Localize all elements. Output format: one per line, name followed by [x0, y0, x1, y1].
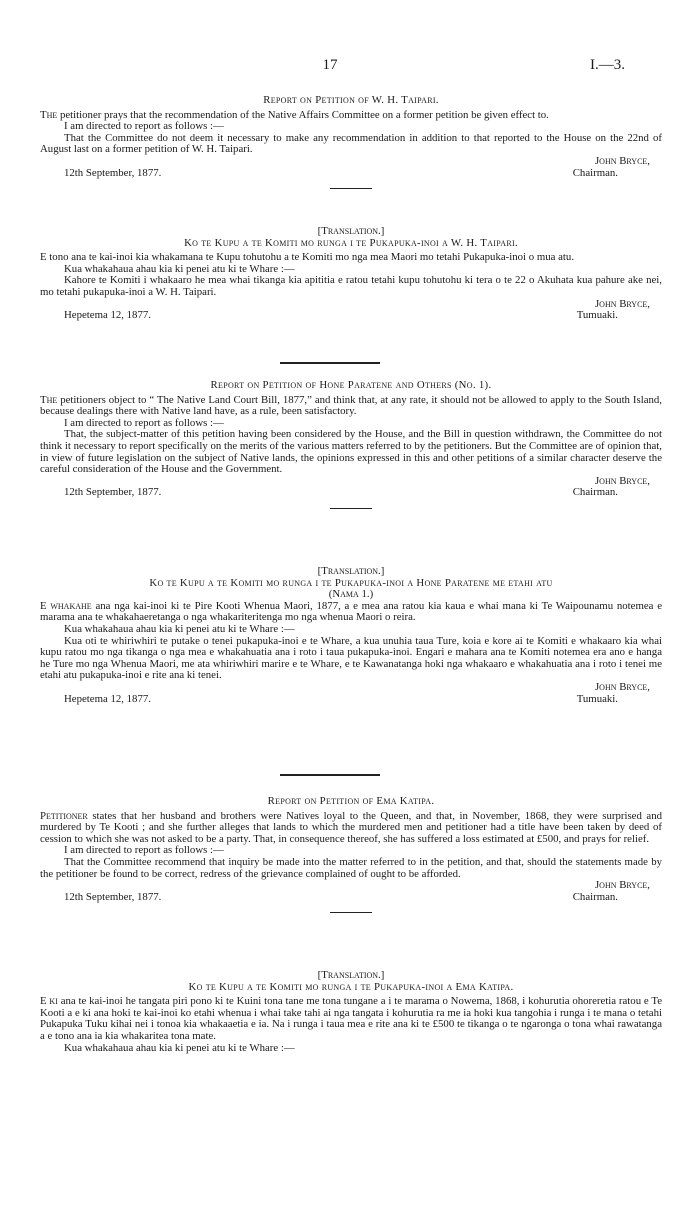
short-divider	[330, 912, 372, 913]
report-body: Kahore te Komiti i whakaaro he mea whai tikanga kia apititia e ratou tetahi kupu tohutohu ki tera o te 22 o Akuhata kua pahure ake nei, mo tetahi pukapuka-inoi a W. H. Taipari.	[40, 274, 662, 298]
short-divider	[330, 508, 372, 509]
dateline	[40, 487, 662, 499]
report-date: Hepetema 12, 1877.	[64, 692, 151, 705]
petition-prayer: E tono ana te kai-inoi kia whakamana te Kupu tohutohu a te Komiti mo nga mea Maori mo tetahi Pukapuka-inoi o mua atu.	[40, 251, 575, 264]
prayer-text: petitioner prays that the recommendation of the Native Affairs Committee on a former petition be given effect to.	[59, 108, 549, 121]
dateline	[40, 694, 662, 706]
section-title: Report on Petition of W. H. Taipari.	[263, 94, 439, 106]
section-title: Report on Petition of Hone Paratene and Others (No. 1).	[210, 379, 492, 391]
dateline	[40, 168, 662, 180]
section-title: Ko te Kupu a te Komiti mo runga i te Pukapuka-inoi a Hone Paratene me etahi atu	[149, 576, 553, 589]
signer-name: John Bryce,	[594, 474, 650, 487]
petition-prayer	[40, 811, 662, 846]
document-reference: I.—3.	[590, 57, 625, 73]
dateline	[40, 892, 662, 904]
directed-line: Kua whakahaua ahau kia ki penei atu ki te Whare :—	[64, 1041, 295, 1054]
report-katipa-english	[40, 796, 662, 919]
report-date: 12th September, 1877.	[64, 486, 162, 499]
page-number: 17	[322, 57, 338, 73]
section-title: Ko te Kupu a te Komiti mo runga i te Pukapuka-inoi a W. H. Taipari.	[184, 236, 518, 249]
signer-role: Chairman.	[572, 486, 618, 499]
report-body: Kua oti te whiriwhiri te putake o tenei pukapuka-inoi e te Whare, a kua unuhia taua Ture, koia e kore ai te Komiti e whakaaro kia whai kupu ratou mo nga tikanga o nga mea e whakahuatia ana i roto i taua pukapuka-inoi. Engari e mahara ana te Komiti notemea era ano e hanga he Ture mo nga Whenua Maori, me ata whiriwhiri marire e te Whare, e te Kawanatanga hoki nga whakaaro e whakahuatia ana i roto i tenei me etahi atu pukapuka-inoi e rite ana ki tenei.	[40, 634, 662, 682]
lead-word: The	[40, 108, 58, 121]
signer-name: John Bryce,	[594, 154, 650, 167]
translation-label: [Translation.]	[317, 225, 385, 237]
short-divider	[330, 188, 372, 189]
section-title: Ko te Kupu a te Komiti mo runga i te Pukapuka-inoi a Ema Katipa.	[188, 980, 514, 993]
translation-label: [Translation.]	[317, 565, 385, 577]
report-katipa-maori	[40, 970, 662, 1054]
prayer-text: states that her husband and brothers were Natives loyal to the Queen, and that, in November, 1868, they were surprised and murdered by Te Kooti ; and she further alleges that lands to which the murdered men and petitioner had a title have been taken by deed of cession to which she was not asked to be a party. That, in consequence thereof, she has suffered a loss estimated at £500, and prays for relief.	[40, 809, 662, 845]
report-paratene-maori	[40, 566, 662, 705]
report-date: 12th September, 1877.	[64, 890, 162, 903]
signature	[40, 156, 662, 168]
prayer-text: ana te kai-inoi he tangata piri pono ki te Kuini tona tane me tona tungane a i te marama o Nowema, 1868, i kohurutia ohoreretia ratou e Te Kooti a e ki ana hoki te kai-inoi ko etahi whenua i whai take tahi ai nga tangata i kohurutia ra me ia hoki kua tangohia i runga i te mana o tetahi Pukapuka Tuku kihai nei i tonoa kia whakaaetia e ia. Na i runga i taua mea e rite ana ki te £500 te tikanga o te ngaronga o tona whai rawatanga a e tono ana ia kia whakaritea tona mate.	[40, 995, 662, 1042]
section-divider	[280, 774, 380, 776]
signer-role: Chairman.	[572, 890, 618, 903]
lead-word: E ki	[40, 995, 58, 1008]
signer-name: John Bryce,	[594, 680, 650, 693]
section-subtitle: (Nama 1.)	[328, 588, 374, 601]
report-taipari-english	[40, 95, 662, 195]
report-body: That, the subject-matter of this petition having been considered by the House, and the Bill in question withdrawn, the Committee do not think it necessary to report specifically on the merits of the various matters referred to by the petitioners. But the Committee are of opinion that, in view of future legislation on the subject of Native lands, the opinions expressed in this and other petitions of a similar character deserve the careful consideration of the House and the Government.	[40, 428, 662, 476]
directed-line: I am directed to report as follows :—	[64, 416, 224, 429]
petition-prayer	[40, 395, 662, 418]
signer-role: Tumuaki.	[576, 692, 618, 705]
prayer-text: petitioners object to “ The Native Land Court Bill, 1877,” and think that, at any rate, it should not be allowed to apply to the South Island, because dealings there with Native land have, as a rule, been satisfactory.	[40, 393, 662, 418]
lead-word: E whakahe	[40, 599, 92, 612]
directed-line: Kua whakahaua ahau kia ki penei atu ki te Whare :—	[64, 622, 295, 635]
signer-name: John Bryce,	[594, 297, 650, 310]
report-date: Hepetema 12, 1877.	[64, 309, 151, 322]
report-paratene-english	[40, 380, 662, 515]
report-taipari-maori	[40, 226, 662, 322]
report-date: 12th September, 1877.	[64, 166, 162, 179]
lead-word: The	[40, 393, 58, 406]
section-title: Report on Petition of Ema Katipa.	[267, 795, 435, 807]
report-body: That the Committee do not deem it necessary to make any recommendation in addition to that reported to the House on the 22nd of August last on a former petition of W. H. Taipari.	[40, 131, 662, 156]
section-divider	[280, 362, 380, 364]
signature	[40, 682, 662, 694]
directed-line: I am directed to report as follows :—	[64, 844, 224, 857]
petition-prayer	[40, 996, 662, 1042]
petition-prayer	[40, 601, 662, 624]
dateline	[40, 310, 662, 322]
directed-line: Kua whakahaua ahau kia ki penei atu ki te Whare :—	[64, 262, 295, 275]
lead-word: Petitioner	[40, 809, 88, 822]
signature	[40, 880, 662, 892]
signer-role: Chairman.	[572, 166, 618, 179]
signer-name: John Bryce,	[594, 879, 650, 892]
translation-label: [Translation.]	[317, 969, 385, 981]
report-body: That the Committee recommend that inquiry be made into the matter referred to in the petition, and that, should the statements made by the petitioner be found to be correct, redress of the grievance complained of ought to be afforded.	[40, 855, 662, 880]
signer-role: Tumuaki.	[576, 309, 618, 322]
prayer-text: ana nga kai-inoi ki te Pire Kooti Whenua Maori, 1877, a e mea ana ratou kia kaua e whai mana ki Te Waipounamu notemea e marama ana te whakahaeretanga o nga whakariteritenga mo nga whenua Maori o reira.	[40, 599, 662, 624]
directed-line: I am directed to report as follows :—	[64, 120, 224, 133]
